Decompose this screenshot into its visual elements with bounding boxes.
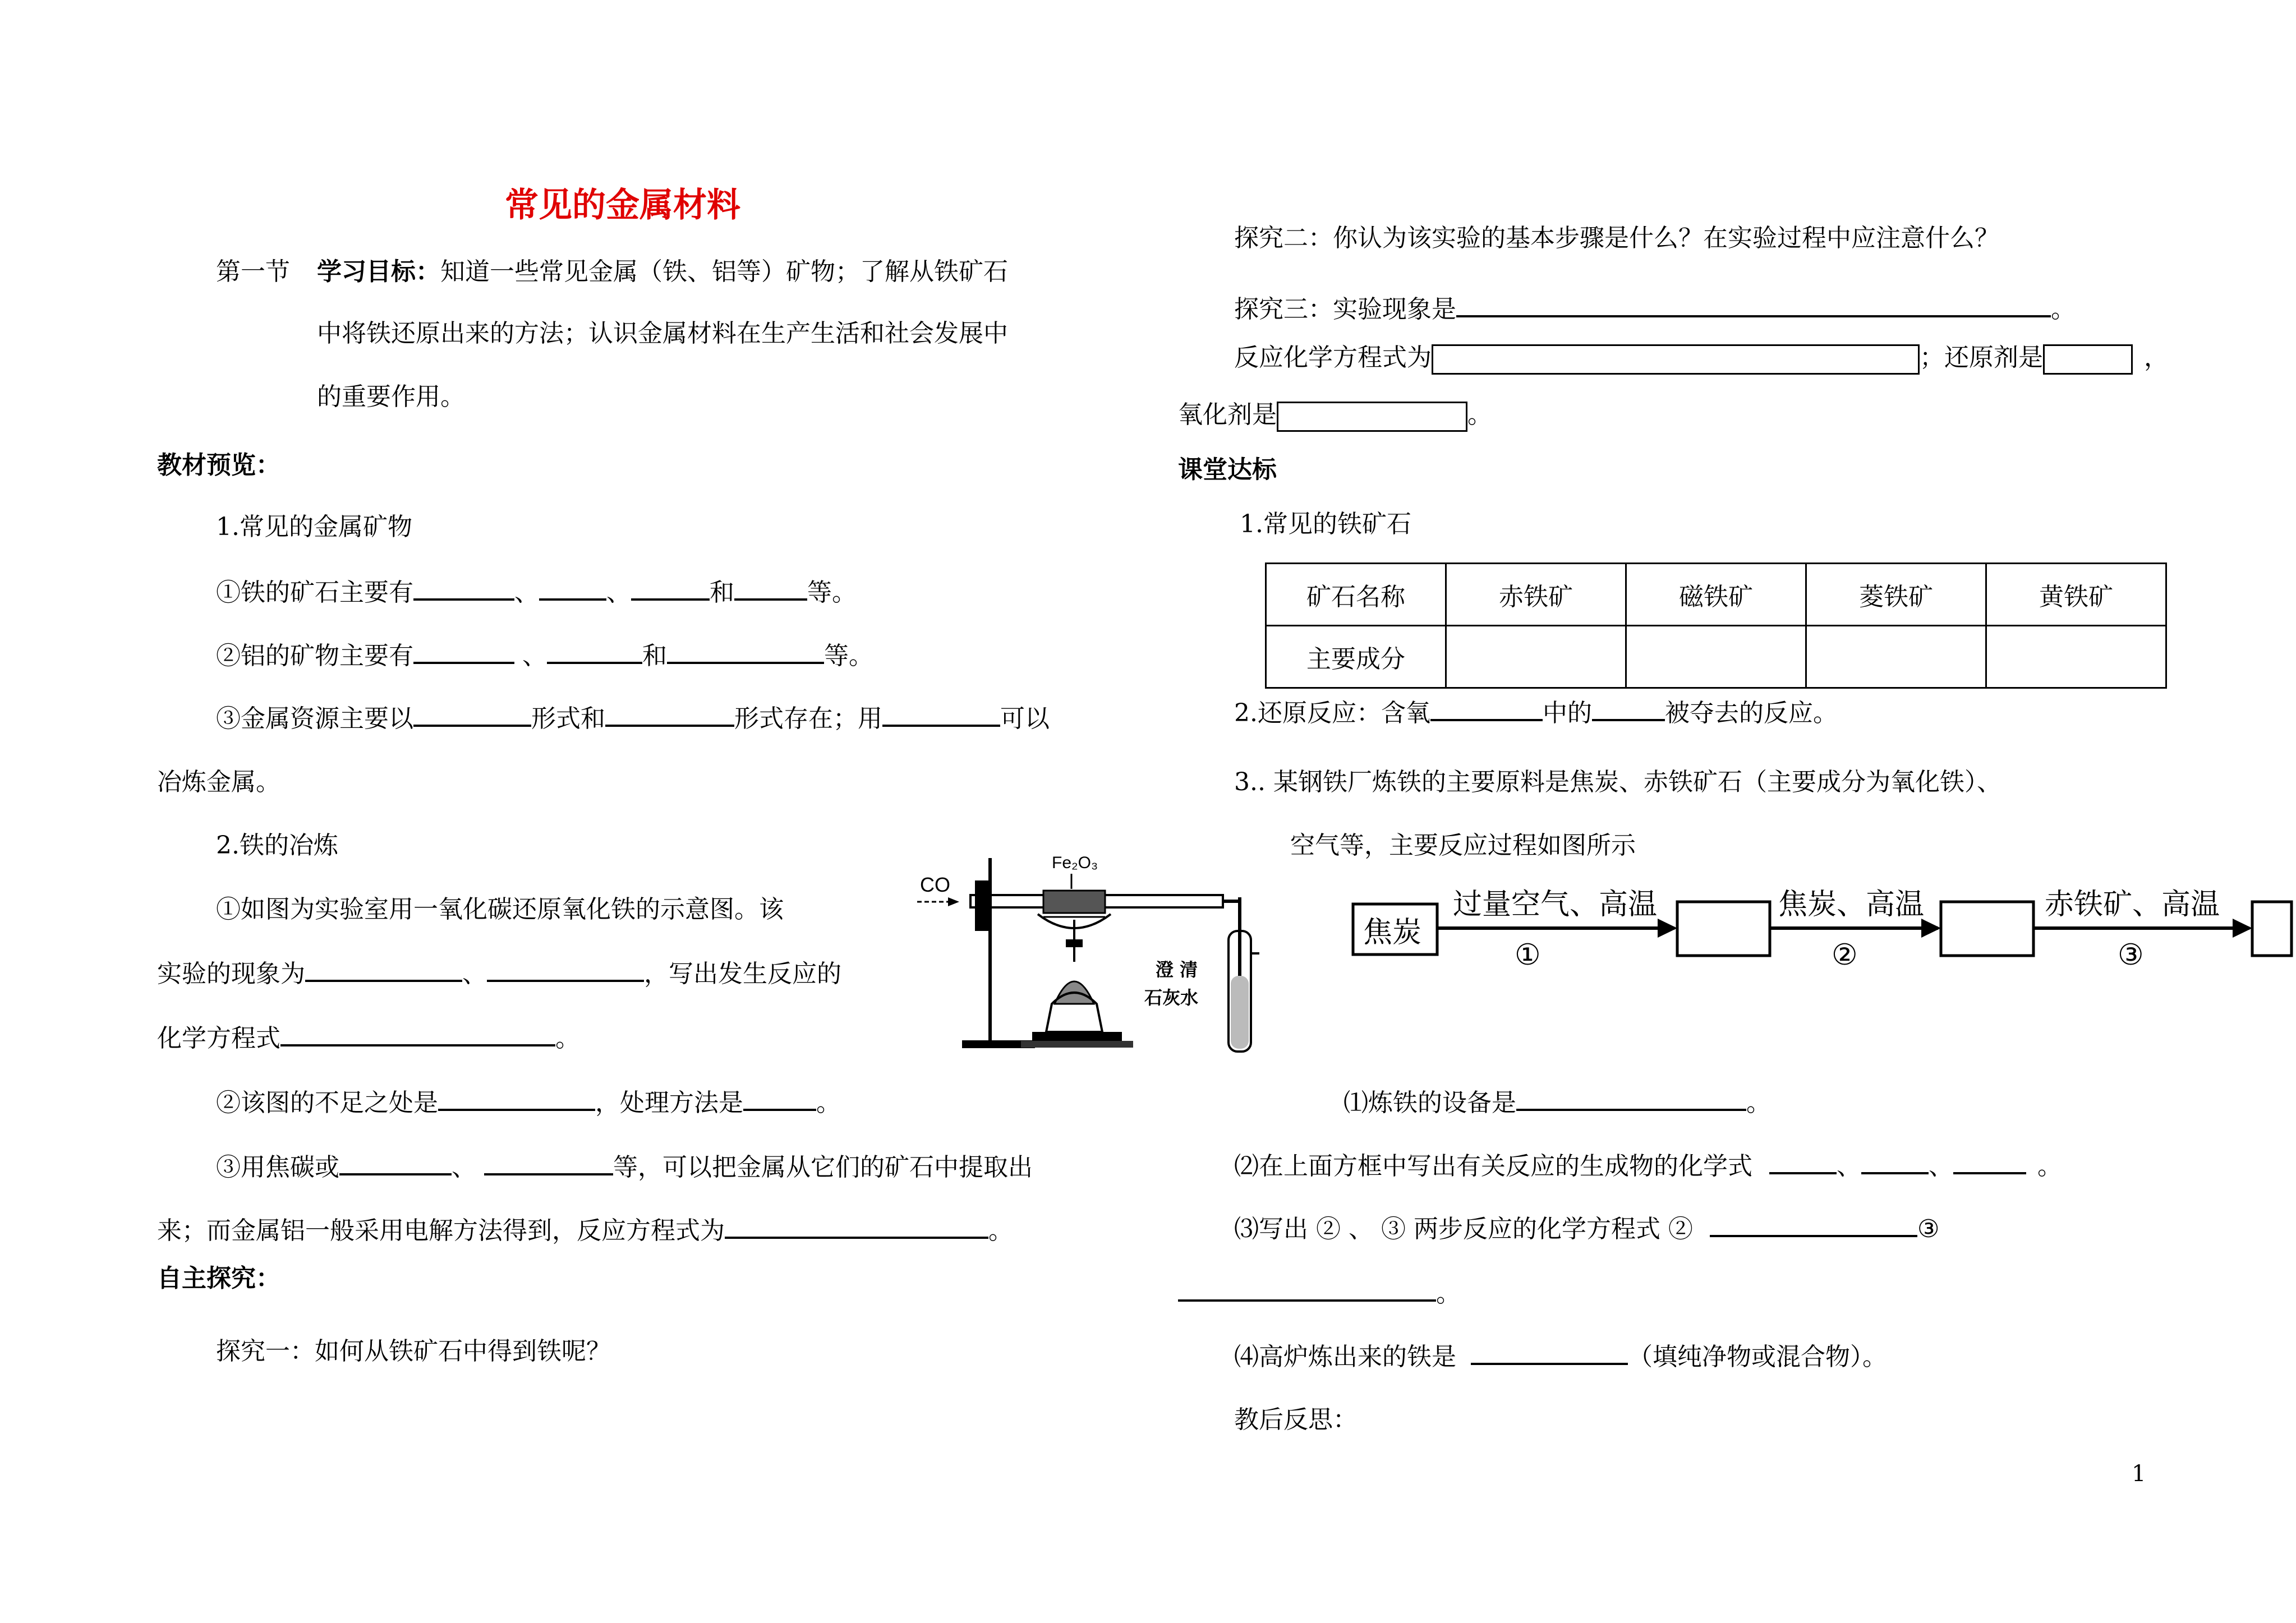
table-header: 赤铁矿 [1446, 564, 1626, 626]
limewater-label-1: 澄 清 [1156, 959, 1198, 980]
learning-goals-line1 [317, 255, 1008, 289]
experiment-intro-line1: ①如图为实验室用一氧化碳还原氧化铁的示意图。该 [216, 895, 784, 924]
experiment-intro-line3: 化学方程式 。 [157, 1021, 580, 1055]
iron-ore-table [1265, 562, 2167, 689]
blank[interactable] [1953, 1149, 2026, 1174]
blank[interactable] [631, 575, 710, 601]
answer-cell[interactable] [1446, 626, 1626, 688]
document-title: 常见的金属材料 [505, 186, 740, 225]
limewater-label-2: 石灰水 [1144, 987, 1199, 1008]
blank[interactable] [667, 638, 824, 664]
preview-heading: 教材预览： [157, 451, 280, 479]
co-reduction-apparatus-diagram [909, 841, 1257, 1066]
iron-ores-line: ①铁的矿石主要有 、 、 和 等。 [216, 575, 857, 610]
answer-cell[interactable] [1986, 626, 2166, 688]
question-3-line2: 空气等，主要反应过程如图所示 [1290, 831, 1636, 860]
blank[interactable] [539, 575, 606, 601]
blank[interactable] [1710, 1211, 1917, 1237]
fe2o3-label: Fe₂O₃ [1052, 854, 1098, 872]
aluminum-minerals-line: ②铝的矿物主要有 、 和 等。 [216, 638, 873, 673]
step3-number: ③ [2118, 938, 2144, 972]
question-3-line1: 3.. 某钢铁厂炼铁的主要原料是焦炭、赤铁矿石（主要成分为氧化铁）、 [1234, 768, 2001, 796]
equation-line: 反应化学方程式为 ；还原剂是 ， [1234, 341, 2169, 375]
blank[interactable] [305, 956, 462, 982]
blank[interactable] [1592, 695, 1665, 721]
blank[interactable] [1471, 1339, 1628, 1365]
table-header: 黄铁矿 [1986, 564, 2166, 626]
blank[interactable] [438, 1085, 595, 1111]
row-label: 主要成分 [1266, 626, 1446, 688]
blank[interactable] [413, 575, 514, 601]
product-box-3[interactable] [2252, 902, 2292, 956]
blank[interactable] [487, 956, 644, 982]
blank[interactable] [605, 701, 734, 727]
ironmaking-flow-diagram [1346, 880, 2294, 993]
blank[interactable] [743, 1085, 816, 1111]
table-row [1266, 564, 2166, 626]
step3-label: 赤铁矿、高温 [2045, 888, 2220, 921]
subquestion-1: ⑴炼铁的设备是 。 [1343, 1085, 1771, 1120]
blank[interactable] [547, 638, 642, 664]
equation-answer-box[interactable] [1432, 344, 1920, 375]
step1-number: ① [1515, 938, 1541, 972]
blank[interactable] [413, 701, 531, 727]
blank[interactable] [1456, 292, 2051, 317]
table-row [1266, 626, 2166, 688]
blank[interactable] [280, 1021, 555, 1046]
section-label: 第一节 [216, 257, 290, 286]
blank[interactable] [1861, 1149, 1929, 1174]
question-1: 1.常见的铁矿石 [1240, 510, 1411, 538]
question-2: 2.还原反应：含氧 中的 被夺去的反应。 [1234, 695, 1838, 730]
table-header: 矿石名称 [1266, 564, 1446, 626]
product-box-1[interactable] [1677, 902, 1770, 956]
class-heading: 课堂达标 [1178, 455, 1277, 484]
explore-1: 探究一：如何从铁矿石中得到铁呢？ [216, 1337, 611, 1366]
step1-label: 过量空气、高温 [1453, 888, 1658, 921]
page-number: 1 [2132, 1461, 2146, 1487]
blank[interactable] [1430, 695, 1543, 721]
aluminum-electrolysis-line: 来；而金属铝一般采用电解方法得到，反应方程式为 。 [157, 1213, 1013, 1248]
blank[interactable] [725, 1213, 988, 1239]
goals-text-1: 知道一些常见金属（铁、铝等）矿物；了解从铁矿石 [440, 257, 1008, 286]
blank[interactable] [734, 575, 807, 601]
reducing-agents-line: ③用焦碳或 、 等，可以把金属从它们的矿石中提取出 [216, 1150, 1033, 1184]
flow-start-label: 焦炭 [1363, 916, 1422, 949]
subquestion-3-line2: 。 [1178, 1276, 1461, 1311]
preview-item-2-heading: 2.铁的冶炼 [216, 831, 338, 860]
blank[interactable] [484, 1150, 613, 1175]
reflection-label: 教后反思： [1234, 1405, 1358, 1434]
subquestion-3: ⑶写出 ② 、 ③ 两步反应的化学方程式 ② ③ [1234, 1211, 1939, 1246]
explore-3: 探究三：实验现象是 。 [1234, 292, 2076, 326]
reducing-agent-box[interactable] [2043, 344, 2133, 375]
step2-label: 焦炭、高温 [1778, 888, 1925, 921]
preview-item-1-heading: 1.常见的金属矿物 [216, 513, 412, 541]
explore-2: 探究二：你认为该实验的基本步骤是什么？在实验过程中应注意什么？ [1234, 224, 1999, 252]
table-header: 菱铁矿 [1806, 564, 1986, 626]
blank[interactable] [882, 701, 1000, 727]
blank[interactable] [339, 1150, 452, 1175]
metal-resources-line: ③金属资源主要以 形式和 形式存在；用 可以 [216, 701, 1050, 736]
goals-label: 学习目标： [317, 257, 440, 286]
blank[interactable] [1516, 1085, 1746, 1111]
learning-goals-line3: 的重要作用。 [317, 382, 465, 411]
answer-cell[interactable] [1626, 626, 1806, 688]
product-box-2[interactable] [1941, 902, 2033, 956]
subquestion-2: ⑵在上面方框中写出有关反应的生成物的化学式 、 、 。 [1234, 1149, 2062, 1183]
experiment-intro-line2: 实验的现象为 、 ，写出发生反应的 [157, 956, 841, 991]
blank[interactable] [1178, 1276, 1436, 1302]
oxidant-line: 氧化剂是 。 [1178, 398, 1492, 432]
table-header: 磁铁矿 [1626, 564, 1806, 626]
oxidant-box[interactable] [1277, 402, 1467, 432]
answer-cell[interactable] [1806, 626, 1986, 688]
learning-goals-line2: 中将铁还原出来的方法；认识金属材料在生产生活和社会发展中 [317, 319, 1008, 348]
subquestion-4: ⑷高炉炼出来的铁是 （填纯净物或混合物）。 [1234, 1339, 1887, 1374]
blank[interactable] [413, 638, 514, 664]
self-explore-heading: 自主探究： [157, 1264, 280, 1293]
shortcoming-line: ②该图的不足之处是 ，处理方法是 。 [216, 1085, 841, 1120]
co-label: CO [920, 873, 950, 896]
metal-resources-line2: 冶炼金属。 [157, 768, 280, 796]
blank[interactable] [1769, 1149, 1837, 1174]
step2-number: ② [1832, 938, 1858, 972]
